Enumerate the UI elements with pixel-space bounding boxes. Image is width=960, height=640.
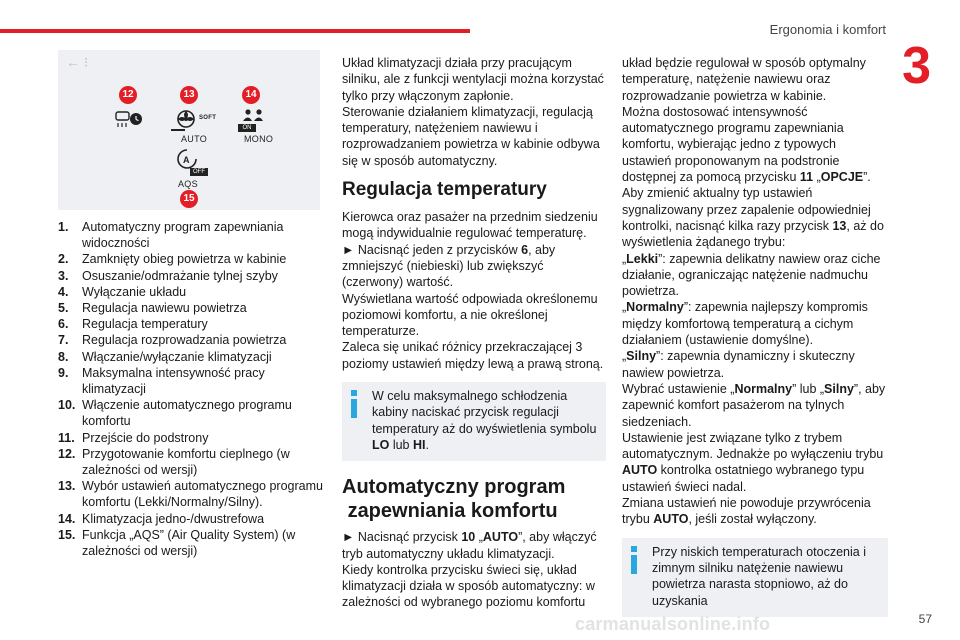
paragraph: Wyświetlana wartość odpowiada określonemu poziomowi komfortu, a nie określonej temperaturze. [342, 291, 598, 339]
callout-badge-12: 12 [119, 86, 137, 104]
text-column-2 [342, 55, 606, 611]
aqs-a-letter: A [183, 155, 190, 165]
auto-button-label[interactable]: AUTO [181, 134, 208, 144]
paragraph: Sterowanie działaniem klimatyzacji, regulacją temperatury, natężeniem nawiewu i rozprowadzaniem powietrza w kabinie odbywa się w sposób automatyczny. [342, 104, 600, 168]
header-red-bar [0, 29, 470, 33]
legend-item-number: 4. [58, 284, 69, 299]
legend-item-text: Maksymalna intensywność pracy klimatyzacji [82, 365, 265, 397]
legend-item-number: 7. [58, 333, 69, 348]
legend-item-text: Włączenie automatycznego programu komfortu [82, 398, 292, 429]
legend-list [58, 219, 323, 559]
heading-temperature: Regulacja temperatury [342, 179, 547, 201]
legend-item-text: Przejście do podstrony [82, 430, 209, 445]
legend-item-number: 10. [58, 398, 76, 413]
paragraph: Można dostosować intensywność automatycznego programu zapewniania komfortu, wybierając jedno z typowych ustawień proponowanym na podstronie dostępnej za pomocą przycisku 11 „OPCJE”. [622, 104, 871, 185]
legend-item-number: 9. [58, 365, 69, 380]
legend-item-text: Wyłączanie układu [82, 284, 187, 299]
legend-item [58, 251, 323, 267]
off-tag: OFF [190, 168, 208, 176]
legend-item-text: Automatyczny program zapewniania widoczności [82, 220, 284, 251]
legend-item [58, 365, 323, 397]
paragraph: Układ klimatyzacji działa przy pracującym silniku, ale z funkcji wentylacji można korzystać tylko przy włączonym zapłonie. [342, 56, 604, 103]
paragraph: „Lekki”: zapewnia delikatny nawiew oraz ciche działanie, ograniczając natężenie nadmuchu powietrza. [622, 251, 881, 299]
paragraph: Zmiana ustawień nie powoduje przywrócenia trybu AUTO, jeśli został wyłączony. [622, 496, 871, 527]
info-note: Przy niskich temperaturach otoczenia i zimnym silniku natężenie nawiewu powietrza narasta stopniowo, aż do uzyskania [622, 538, 888, 617]
legend-item-number: 1. [58, 220, 69, 234]
info-icon [351, 390, 357, 418]
legend-item [58, 300, 323, 316]
legend-item [58, 332, 323, 348]
legend-item [58, 268, 323, 284]
callout-badge-14: 14 [242, 86, 260, 104]
paragraph: Kierowca oraz pasażer na przednim siedzeniu mogą indywidualnie regulować temperaturę. [342, 210, 598, 241]
legend-item-text: Regulacja rozprowadzania powietrza [82, 333, 287, 348]
legend-item [58, 349, 323, 365]
text-column-3 [622, 55, 888, 625]
legend-item [58, 397, 323, 429]
paragraph: ► Nacisnąć przycisk 10 „AUTO”, aby włączyć tryb automatyczny układu klimatyzacji. [342, 530, 597, 561]
info-note: W celu maksymalnego schłodzenia kabiny naciskać przycisk regulacji temperatury aż do wyświetlenia symbolu LO lub HI. [342, 382, 606, 461]
legend-item-number: 2. [58, 252, 69, 267]
legend-item-text: Funkcja „AQS” (Air Quality System) (w zależności od wersji) [82, 527, 296, 559]
legend-item [58, 511, 323, 527]
legend-item [58, 219, 323, 251]
mono-button-label[interactable]: MONO [244, 134, 274, 144]
legend-item-number: 14. [58, 511, 76, 526]
legend-item-text: Włączanie/wyłączanie klimatyzacji [82, 349, 272, 364]
paragraph: Zaleca się unikać różnicy przekraczającej 3 poziomy ustawień między lewą a prawą stroną. [342, 340, 604, 371]
paragraph: Aby zmienić aktualny typ ustawień sygnalizowany przez zapalenie odpowiedniej kontrolki, nacisnąć kilka razy przycisk 13, aż do wyświetlenia żądanego trybu: [622, 186, 884, 250]
climate-controls-illustration [58, 50, 320, 210]
aqs-icon [176, 148, 200, 170]
aqs-button-label[interactable]: AQS [178, 179, 198, 189]
legend-item [58, 284, 323, 300]
legend-item-number: 12. [58, 446, 76, 461]
paragraph: Wybrać ustawienie „Normalny” lub „Silny”, aby zapewnić komfort pasażerom na tylnych siedzeniach. [622, 381, 886, 429]
paragraph: układ będzie regulował w sposób optymalny temperaturę, natężenie nawiewu oraz rozprowadzanie powietrza w kabinie. [622, 56, 866, 103]
legend-item-text: Regulacja nawiewu powietrza [82, 301, 247, 316]
section-title: Ergonomia i komfort [769, 22, 886, 37]
legend-item [58, 316, 323, 332]
legend-item [58, 446, 323, 478]
callout-badge-13: 13 [180, 86, 198, 104]
on-tag: ON [238, 124, 256, 132]
paragraph: „Silny”: zapewnia dynamiczny i skuteczny nawiew powietrza. [622, 349, 855, 380]
legend-item-text: Wybór ustawień automatycznego programu komfortu (Lekki/Normalny/Silny). [82, 479, 323, 510]
legend-item-number: 13. [58, 479, 76, 494]
heading-auto-program: Automatyczny program zapewniania komfortu [342, 476, 566, 523]
legend-item-number: 3. [58, 268, 69, 283]
thermal-comfort-icon[interactable] [114, 110, 144, 128]
legend-item [58, 527, 323, 559]
paragraph: „Normalny”: zapewnia najlepszy kompromis między komfortową temperaturą a cichym działaniem (ustawienie domyślne). [622, 300, 868, 348]
chapter-number: 3 [902, 37, 931, 95]
legend-item-text: Zamknięty obieg powietrza w kabinie [82, 252, 287, 267]
watermark: carmanualsonline.info [575, 614, 771, 634]
legend-item-number: 6. [58, 317, 69, 332]
legend-item-text: Regulacja temperatury [82, 317, 208, 332]
legend-item-number: 5. [58, 301, 69, 316]
legend-item-text: Osuszanie/odmrażanie tylnej szyby [82, 268, 278, 283]
dual-zone-icon [242, 106, 268, 122]
fan-icon [175, 108, 201, 128]
soft-tag: SOFT [199, 115, 217, 121]
paragraph: Kiedy kontrolka przycisku świeci się, układ klimatyzacji działa w sposób automatyczny: w zależności od wybranego poziomu komfortu [342, 562, 595, 610]
legend-item-number: 11. [58, 430, 75, 445]
back-arrow-icon: ← ⁝ [66, 54, 89, 70]
legend-item-number: 15. [58, 527, 76, 542]
paragraph: ► Nacisnąć jeden z przycisków 6, aby zmniejszyć (niebieski) lub zwiększyć (czerwony) wartość. [342, 242, 556, 290]
page-number: 57 [918, 612, 932, 626]
callout-badge-15: 15 [180, 190, 198, 208]
paragraph: Ustawienie jest związane tylko z trybem automatycznym. Jednakże po wyłączeniu trybu AUTO kontrolka ostatniego wybranego typu ustawień świeci nadal. [622, 430, 884, 494]
legend-item [58, 430, 323, 446]
legend-item [58, 478, 323, 510]
legend-item-text: Klimatyzacja jedno-/dwustrefowa [82, 511, 265, 526]
legend-item-text: Przygotowanie komfortu cieplnego (w zależności od wersji) [82, 446, 290, 478]
legend-item-number: 8. [58, 349, 69, 364]
auto-indicator-line [171, 129, 185, 131]
info-icon [631, 546, 637, 574]
